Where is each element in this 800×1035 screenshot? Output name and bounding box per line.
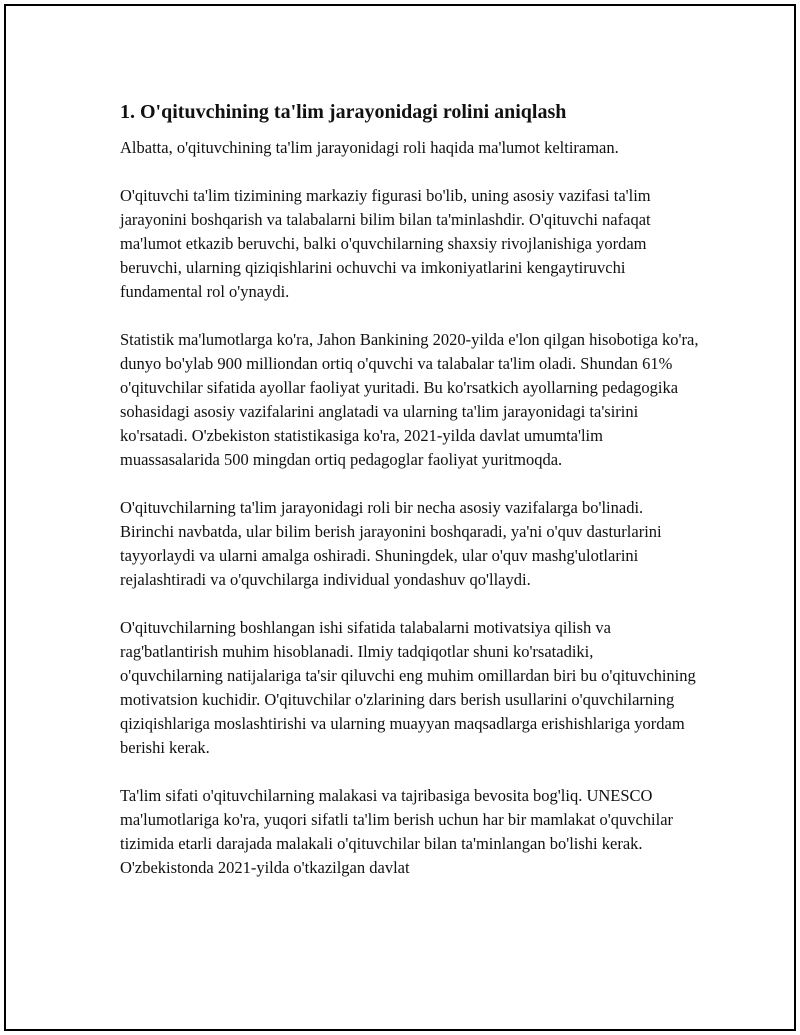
paragraph-main-tasks: O'qituvchilarning ta'lim jarayonidagi roli bir necha asosiy vazifalarga bo'linadi. Birinchi navbatda, ular bilim berish jarayonini boshqaradi, ya'ni o'quv dasturlarini tayyorlaydi va ularni amalga oshiradi. Shuningdek, ular o'quv mashg'ulotlarini rejalashtiradi va o'quvchilarga individual yondashuv qo'llaydi. [120, 498, 662, 589]
paragraph-intro: Albatta, o'qituvchining ta'lim jarayonidagi roli haqida ma'lumot keltiraman. [120, 138, 619, 157]
paragraph-teacher-role: O'qituvchi ta'lim tizimining markaziy figurasi bo'lib, uning asosiy vazifasi ta'lim jarayonini boshqarish va talabalarni bilim bilan ta'minlashdir. O'qituvchi nafaqat ma'lumot etkazib beruvchi, balki o'quvchilarning shaxsiy rivojlanishiga yordam beruvchi, ularning qiziqishlarini ochuvchi va imkoniyatlarini kengaytiruvchi fundamental rol o'ynaydi. [120, 186, 651, 301]
section-heading: 1. O'qituvchining ta'lim jarayonidagi rolini aniqlash [120, 101, 567, 123]
paragraph-quality: Ta'lim sifati o'qituvchilarning malakasi va tajribasiga bevosita bog'liq. UNESCO ma'lumotlariga ko'ra, yuqori sifatli ta'lim berish uchun har bir mamlakat o'quvchilar tizimida etarli darajada malakali o'qituvchilar bilan ta'minlangan bo'lishi kerak. O'zbekistonda 2021-yilda o'tkazilgan davlat [120, 786, 674, 877]
paragraph-motivation: O'qituvchilarning boshlangan ishi sifatida talabalarni motivatsiya qilish va rag'batlantirish muhim hisoblanadi. Ilmiy tadqiqotlar shuni ko'rsatadiki, o'quvchilarning natijalariga ta'sir qiluvchi eng muhim omillardan biri bu o'qituvchining motivatsion kuchidir. O'qituvchilar o'zlarining dars berish usullarini o'quvchilarning qiziqishlariga moslashtirishi va ularning muayyan maqsadlarga erishishlariga yordam berishi kerak. [120, 618, 696, 757]
paragraph-statistics: Statistik ma'lumotlarga ko'ra, Jahon Bankining 2020-yilda e'lon qilgan hisobotiga ko'ra, dunyo bo'ylab 900 milliondan ortiq o'quvchi va talabalar ta'lim oladi. Shundan 61% o'qituvchilar sifatida ayollar faoliyat yuritadi. Bu ko'rsatkich ayollarning pedagogika sohasidagi asosiy vazifalarini anglatadi va ularning ta'lim jarayonidagi ta'sirini ko'rsatadi. O'zbekiston statistikasiga ko'ra, 2021-yilda davlat umumta'lim muassasalarida 500 mingdan ortiq pedagoglar faoliyat yuritmoqda. [120, 330, 699, 469]
page-frame [4, 4, 796, 1031]
document-body [120, 98, 700, 880]
